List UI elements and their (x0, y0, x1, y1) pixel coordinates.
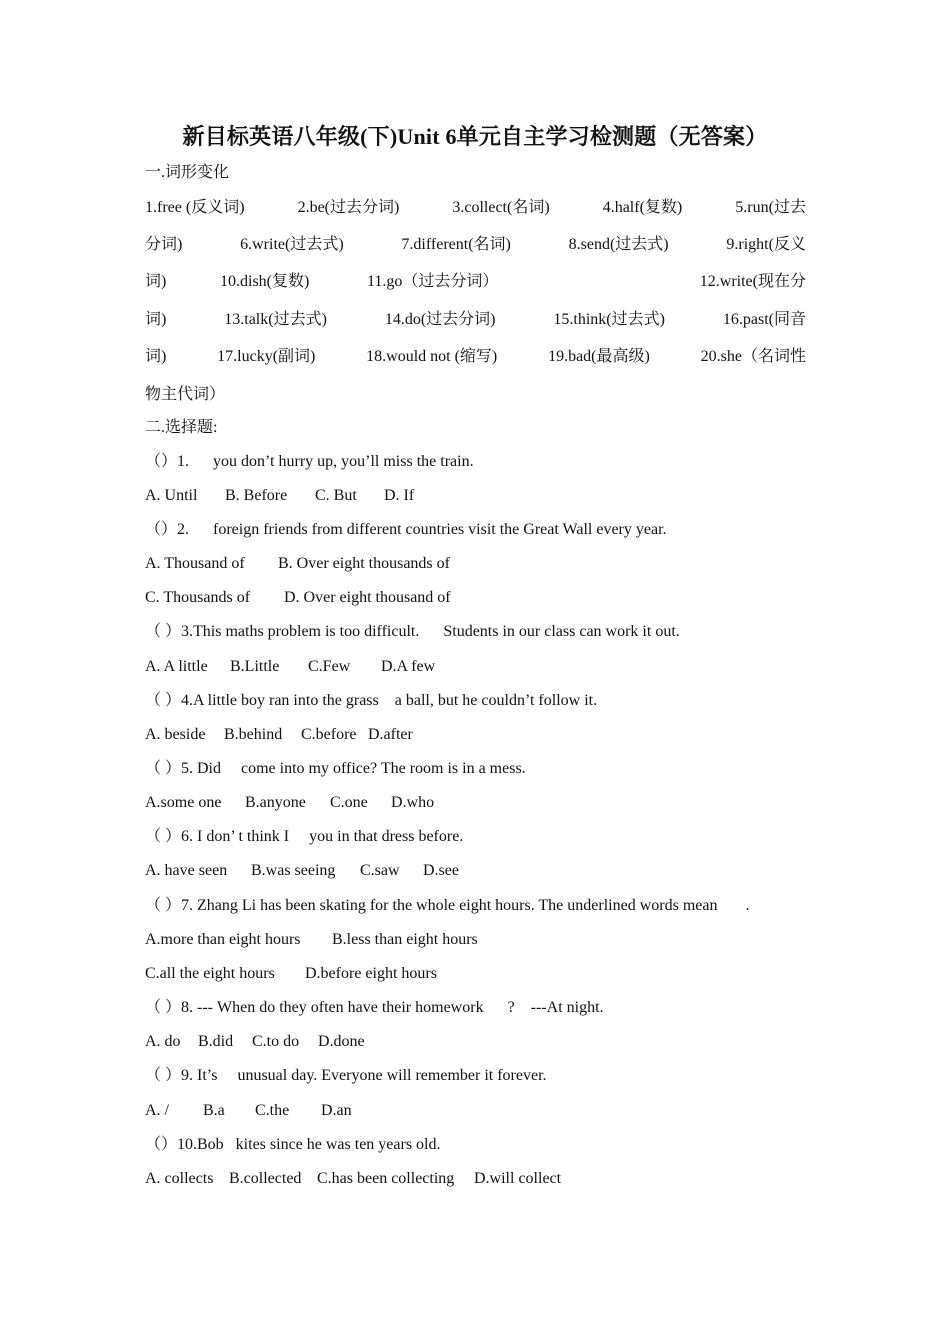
option: D.will collect (474, 1170, 562, 1187)
question-7-options (145, 930, 478, 950)
option: B.less than eight hours (332, 931, 478, 948)
vocab-item: 11.go（过去分词） (367, 273, 499, 290)
question-10-options (145, 1169, 561, 1189)
vocab-item: 18.would not (缩写) (366, 348, 498, 365)
vocab-item: 12.write(现在分 (699, 273, 806, 290)
vocab-row-1 (145, 198, 806, 218)
question-5: （ ）5. Did come into my office? The room is in a mess. (145, 760, 526, 777)
option: D.done (318, 1033, 365, 1050)
vocab-item: 14.do(过去分词) (384, 311, 496, 328)
option: D. Over eight thousand of (284, 589, 451, 606)
vocab-item: 6.write(过去式) (240, 236, 344, 253)
vocab-row-3 (145, 272, 806, 292)
option: C. Thousands of (145, 589, 251, 606)
section1-heading: 一.词形变化 (145, 164, 230, 181)
option: A. Until (145, 487, 198, 504)
option: D.A few (381, 658, 436, 675)
question-10: （）10.Bob kites since he was ten years old. (145, 1136, 441, 1153)
question-4: （ ）4.A little boy ran into the grass a ball, but he couldn’t follow it. (145, 692, 598, 709)
option: A. A little (145, 658, 208, 675)
option: C. But (315, 487, 357, 504)
vocab-item: 19.bad(最高级) (548, 348, 650, 365)
option: D.after (368, 726, 413, 743)
vocab-row-2 (145, 235, 806, 255)
vocab-item: 9.right(反义 (726, 236, 806, 253)
vocab-row-4 (145, 310, 806, 330)
vocab-item: 分词) (145, 236, 183, 253)
vocab-row-6: 物主代词） (145, 386, 226, 403)
vocab-item: 16.past(同音 (722, 311, 806, 328)
vocab-item: 15.think(过去式) (553, 311, 665, 328)
question-3-options (145, 657, 435, 677)
option: A.some one (145, 794, 222, 811)
option: D.before eight hours (305, 965, 437, 982)
option: D.an (321, 1102, 352, 1119)
option: B.a (203, 1102, 225, 1119)
option: C.saw (360, 862, 400, 879)
question-9-options (145, 1101, 352, 1121)
question-4-options (145, 725, 413, 745)
option: C.to do (252, 1033, 300, 1050)
question-1-options (145, 486, 414, 506)
option: B.Little (230, 658, 280, 675)
option: B. Before (225, 487, 288, 504)
question-2: （）2. foreign friends from different countries visit the Great Wall every year. (145, 521, 667, 538)
question-8-options (145, 1032, 365, 1052)
vocab-item: 4.half(复数) (602, 199, 683, 216)
vocab-item: 8.send(过去式) (568, 236, 669, 253)
option: D. If (384, 487, 415, 504)
question-2-options (145, 554, 450, 574)
option: A. Thousand of (145, 555, 245, 572)
option: B.was seeing (251, 862, 336, 879)
question-3: （ ）3.This maths problem is too difficult. Students in our class can work it out. (145, 623, 680, 640)
question-7: （ ）7. Zhang Li has been skating for the whole eight hours. The underlined words mean . (145, 897, 750, 914)
option: B. Over eight thousands of (278, 555, 450, 572)
vocab-item: 词) (145, 348, 167, 365)
section2-heading: 二.选择题: (145, 419, 218, 436)
option: B.anyone (245, 794, 306, 811)
option: A. / (145, 1102, 169, 1119)
option: A. have seen (145, 862, 228, 879)
question-6-options (145, 861, 459, 881)
question-7-options-2 (145, 964, 437, 984)
vocab-item: 13.talk(过去式) (224, 311, 327, 328)
vocab-row-5 (145, 347, 806, 367)
vocab-item: 词) (145, 273, 167, 290)
vocab-item: 词) (145, 311, 167, 328)
vocab-item: 20.she（名词性 (700, 348, 806, 365)
page-title: 新目标英语八年级(下)Unit 6单元自主学习检测题（无答案） (182, 124, 768, 149)
option: D.see (423, 862, 459, 879)
vocab-item: 5.run(过去 (735, 199, 806, 216)
question-9: （ ）9. It’s unusual day. Everyone will remember it forever. (145, 1067, 547, 1084)
vocab-item: 10.dish(复数) (220, 273, 310, 290)
option: A. collects (145, 1170, 214, 1187)
question-8: （ ）8. --- When do they often have their homework ? ---At night. (145, 999, 604, 1016)
option: A. beside (145, 726, 206, 743)
vocab-item: 1.free (反义词) (145, 199, 245, 216)
question-1: （）1. you don’t hurry up, you’ll miss the train. (145, 453, 474, 470)
option: B.behind (224, 726, 283, 743)
option: C.has been collecting (317, 1170, 455, 1187)
option: C.before (301, 726, 357, 743)
option: A. do (145, 1033, 181, 1050)
option: C.the (255, 1102, 290, 1119)
option: D.who (391, 794, 435, 811)
question-2-options-2 (145, 588, 451, 608)
question-5-options (145, 793, 434, 813)
option: C.Few (308, 658, 351, 675)
option: C.one (330, 794, 368, 811)
option: A.more than eight hours (145, 931, 301, 948)
option: B.did (198, 1033, 234, 1050)
vocab-item: 17.lucky(副词) (217, 348, 316, 365)
question-6: （ ）6. I don’ t think I you in that dress before. (145, 828, 464, 845)
vocab-item: 3.collect(名词) (452, 199, 550, 216)
vocab-item: 7.different(名词) (401, 236, 511, 253)
vocab-item: 2.be(过去分词) (297, 199, 400, 216)
option: B.collected (229, 1170, 302, 1187)
option: C.all the eight hours (145, 965, 275, 982)
